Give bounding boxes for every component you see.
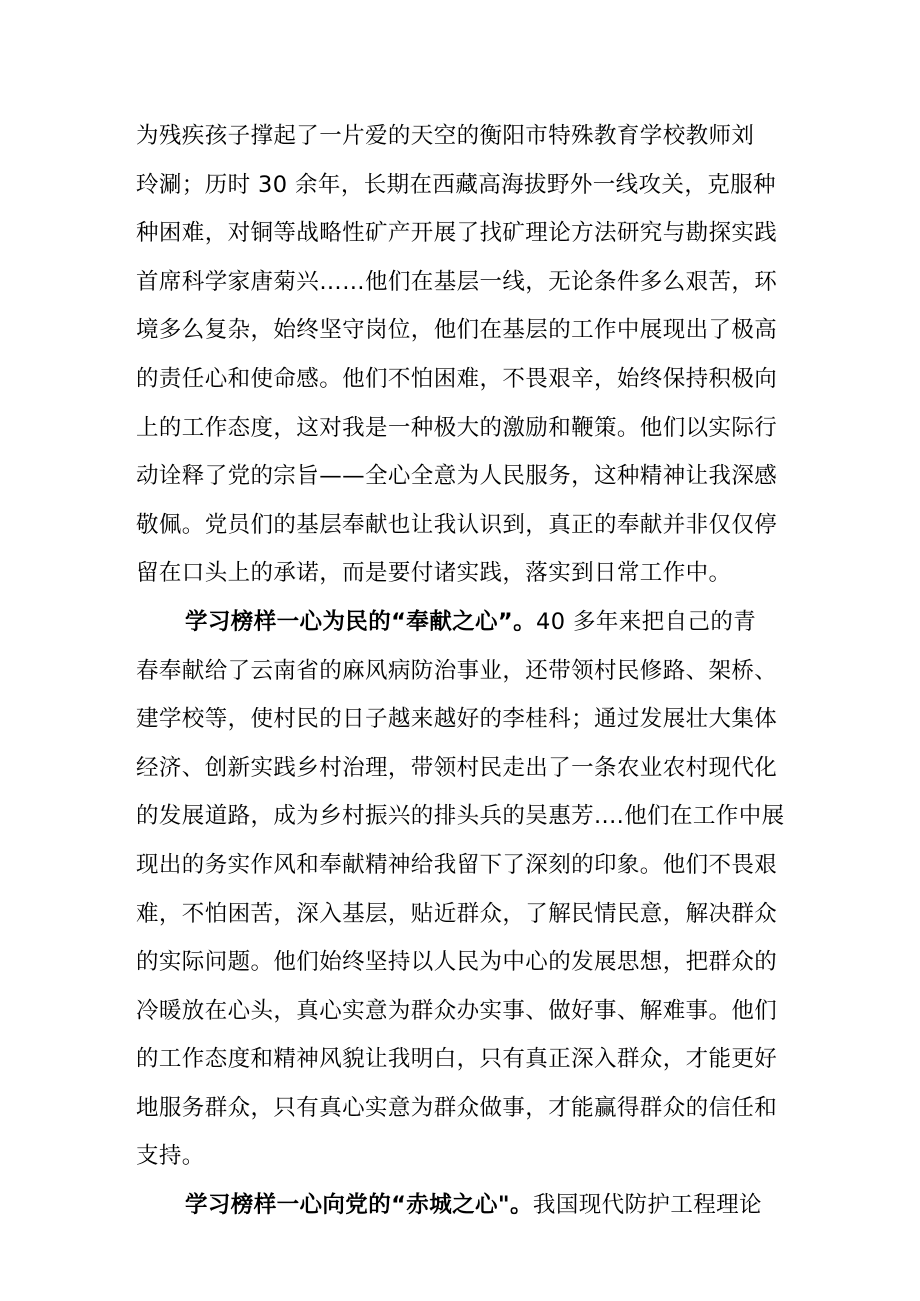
text-line: 上的工作态度，这对我是一种极大的激励和鞭策。他们以实际行 (136, 414, 778, 441)
text-line: 冷暖放在心头，真心实意为群众办实事、做好事、解难事。他们 (136, 997, 778, 1024)
text-line: 支持。 (136, 1143, 205, 1170)
text-line: 地服务群众，只有真心实意为群众做事，才能赢得群众的信任和 (136, 1094, 778, 1121)
text-line: 敬佩。党员们的基层奉献也让我认识到，真正的奉献并非仅仅停 (136, 511, 778, 538)
text-line (136, 598, 796, 647)
text-line: 的责任心和使命感。他们不怕困难，不畏艰辛，始终保持积极向 (136, 365, 778, 392)
text-line: 的发展道路，成为乡村振兴的排头兵的吴惠芳....他们在工作中展 (136, 803, 785, 830)
paragraph (136, 1181, 796, 1230)
text-line: 玲涮；历时 30 余年，长期在西藏高海拔野外一线攻关，克服种 (136, 171, 776, 198)
text-line: 境多么复杂，始终坚守岗位，他们在基层的工作中展现出了极高 (136, 317, 778, 344)
text-line: 难，不怕困苦，深入基层，贴近群众，了解民情民意，解决群众 (136, 900, 778, 927)
text-line: 动诠释了党的宗旨——全心全意为人民服务，这种精神让我深感 (136, 463, 778, 490)
text-line: 的工作态度和精神风貌让我明白，只有真正深入群众，才能更好 (136, 1046, 778, 1073)
text-line: 建学校等，使村民的日子越来越好的李桂科；通过发展壮大集体 (136, 706, 778, 733)
text-line: 的实际问题。他们始终坚持以人民为中心的发展思想，把群众的 (136, 949, 778, 976)
text-line: 经济、创新实践乡村治理，带领村民走出了一条农业农村现代化 (136, 754, 778, 781)
text-run: 40 多年来把自己的青 (535, 608, 757, 635)
paragraph (136, 112, 796, 598)
document-body (136, 112, 796, 1230)
text-line: 留在口头上的承诺，而是要付诸实践，落实到日常工作中。 (136, 560, 732, 587)
paragraph (136, 598, 796, 1181)
text-line: 春奉献给了云南省的麻风病防治事业，还带领村民修路、架桥、 (136, 657, 778, 684)
text-line: 首席科学家唐菊兴……他们在基层一线，无论条件多么艰苦，环 (136, 268, 778, 295)
text-run: 我国现代防护工程理论 (532, 1192, 762, 1219)
text-line (136, 1181, 796, 1230)
paragraph-heading: 学习榜样一心向党的“赤城之心"。 (185, 1192, 533, 1219)
text-line: 现出的务实作风和奉献精神给我留下了深刻的印象。他们不畏艰 (136, 851, 778, 878)
paragraph-heading: 学习榜样一心为民的“奉献之心”。 (185, 608, 536, 635)
text-line: 为残疾孩子撑起了一片爱的天空的衡阳市特殊教育学校教师刘 (136, 123, 755, 149)
text-line: 种困难，对铜等战略性矿产开展了找矿理论方法研究与勘探实践 (136, 220, 778, 247)
